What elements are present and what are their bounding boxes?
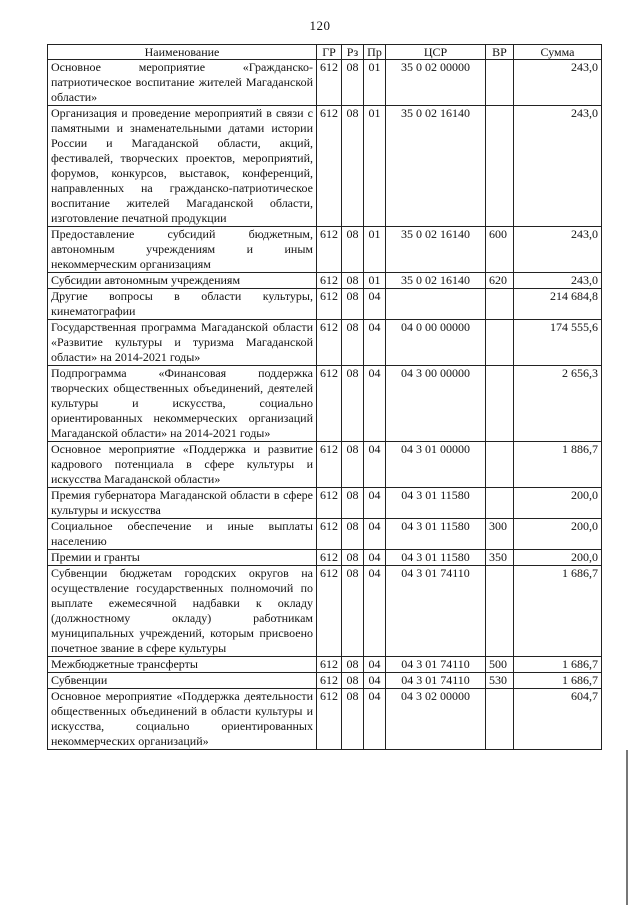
row-vr [486, 488, 514, 519]
row-vr [486, 60, 514, 106]
row-gr: 612 [317, 366, 342, 442]
row-vr [486, 566, 514, 657]
row-csr [386, 289, 486, 320]
scan-edge-divider [626, 750, 628, 905]
row-name: Субвенции [48, 673, 317, 689]
row-sum: 1 686,7 [514, 657, 602, 673]
row-sum: 1 886,7 [514, 442, 602, 488]
row-rz: 08 [342, 566, 364, 657]
row-vr: 620 [486, 273, 514, 289]
table-row [48, 566, 602, 657]
row-vr [486, 289, 514, 320]
row-name: Другие вопросы в области культуры, кинематографии [48, 289, 317, 320]
table-row [48, 519, 602, 550]
row-gr: 612 [317, 320, 342, 366]
row-rz: 08 [342, 689, 364, 750]
row-pr: 04 [364, 442, 386, 488]
row-gr: 612 [317, 488, 342, 519]
row-sum: 200,0 [514, 550, 602, 566]
row-name: Субсидии автономным учреждениям [48, 273, 317, 289]
table-row [48, 488, 602, 519]
row-pr: 01 [364, 227, 386, 273]
table-row [48, 550, 602, 566]
table-row [48, 689, 602, 750]
row-sum: 1 686,7 [514, 566, 602, 657]
row-csr: 04 3 01 74110 [386, 657, 486, 673]
header-rz: Рз [342, 45, 364, 60]
header-sum: Сумма [514, 45, 602, 60]
page-number: 120 [309, 18, 331, 33]
row-rz: 08 [342, 488, 364, 519]
row-pr: 04 [364, 550, 386, 566]
row-csr: 04 3 01 11580 [386, 519, 486, 550]
row-sum: 1 686,7 [514, 673, 602, 689]
row-vr [486, 366, 514, 442]
table-row [48, 657, 602, 673]
row-gr: 612 [317, 519, 342, 550]
header-name: Наименование [48, 45, 317, 60]
row-sum: 243,0 [514, 273, 602, 289]
row-sum: 243,0 [514, 106, 602, 227]
row-gr: 612 [317, 289, 342, 320]
table-row [48, 442, 602, 488]
row-name: Премия губернатора Магаданской области в сфере культуры и искусства [48, 488, 317, 519]
row-vr: 500 [486, 657, 514, 673]
row-sum: 243,0 [514, 227, 602, 273]
table-header-row [48, 45, 602, 60]
row-vr: 600 [486, 227, 514, 273]
row-gr: 612 [317, 550, 342, 566]
row-rz: 08 [342, 289, 364, 320]
row-csr: 04 3 01 11580 [386, 488, 486, 519]
row-sum: 200,0 [514, 488, 602, 519]
row-name: Межбюджетные трансферты [48, 657, 317, 673]
row-name: Государственная программа Магаданской области «Развитие культуры и туризма Магаданской области» на 2014-2021 годы» [48, 320, 317, 366]
row-csr: 04 3 01 11580 [386, 550, 486, 566]
row-name: Предоставление субсидий бюджетным, автономным учреждениям и иным некоммерческим организациям [48, 227, 317, 273]
row-sum: 604,7 [514, 689, 602, 750]
row-vr [486, 689, 514, 750]
row-csr: 04 0 00 00000 [386, 320, 486, 366]
row-name: Социальное обеспечение и иные выплаты населению [48, 519, 317, 550]
row-rz: 08 [342, 273, 364, 289]
header-csr: ЦСР [386, 45, 486, 60]
row-sum: 174 555,6 [514, 320, 602, 366]
row-sum: 200,0 [514, 519, 602, 550]
row-gr: 612 [317, 657, 342, 673]
row-name: Основное мероприятие «Поддержка и развитие кадрового потенциала в сфере культуры и искусства Магаданской области» [48, 442, 317, 488]
row-csr: 04 3 00 00000 [386, 366, 486, 442]
row-gr: 612 [317, 227, 342, 273]
row-gr: 612 [317, 106, 342, 227]
row-sum: 214 684,8 [514, 289, 602, 320]
table-row [48, 227, 602, 273]
row-csr: 35 0 02 16140 [386, 227, 486, 273]
row-name: Подпрограмма «Финансовая поддержка творческих общественных объединений, деятелей культуры и искусства, социально ориентированных некоммерческих организаций Магаданской области» на 2014-2021 годы» [48, 366, 317, 442]
row-gr: 612 [317, 60, 342, 106]
row-rz: 08 [342, 550, 364, 566]
row-vr [486, 442, 514, 488]
row-sum: 2 656,3 [514, 366, 602, 442]
row-gr: 612 [317, 566, 342, 657]
row-pr: 04 [364, 289, 386, 320]
header-vr: ВР [486, 45, 514, 60]
row-pr: 04 [364, 366, 386, 442]
row-rz: 08 [342, 673, 364, 689]
row-rz: 08 [342, 227, 364, 273]
row-pr: 01 [364, 106, 386, 227]
row-pr: 04 [364, 689, 386, 750]
row-pr: 04 [364, 320, 386, 366]
row-name: Основное мероприятие «Поддержка деятельности общественных объединений в области культуры и искусства, социально ориентированных некоммерческих организаций» [48, 689, 317, 750]
row-gr: 612 [317, 442, 342, 488]
row-csr: 04 3 02 00000 [386, 689, 486, 750]
row-gr: 612 [317, 689, 342, 750]
row-rz: 08 [342, 106, 364, 227]
row-name: Субвенции бюджетам городских округов на осуществление государственных полномочий по выплате ежемесячной надбавки к окладу (должностному окладу) работникам муниципальных учреждений, которым присвоено почетное звание в сфере культуры [48, 566, 317, 657]
row-csr: 04 3 01 74110 [386, 566, 486, 657]
row-pr: 04 [364, 673, 386, 689]
row-name: Основное мероприятие «Гражданско-патриотическое воспитание жителей Магаданской области» [48, 60, 317, 106]
row-sum: 243,0 [514, 60, 602, 106]
row-csr: 35 0 02 16140 [386, 273, 486, 289]
table-row [48, 320, 602, 366]
table-row [48, 673, 602, 689]
row-pr: 01 [364, 60, 386, 106]
row-csr: 04 3 01 74110 [386, 673, 486, 689]
row-pr: 04 [364, 488, 386, 519]
row-pr: 04 [364, 657, 386, 673]
header-gr: ГР [317, 45, 342, 60]
header-pr: Пр [364, 45, 386, 60]
table-row [48, 289, 602, 320]
row-csr: 35 0 02 00000 [386, 60, 486, 106]
table-row [48, 60, 602, 106]
row-rz: 08 [342, 442, 364, 488]
table-row [48, 106, 602, 227]
table-row [48, 366, 602, 442]
row-gr: 612 [317, 273, 342, 289]
row-rz: 08 [342, 366, 364, 442]
row-vr: 530 [486, 673, 514, 689]
table-row [48, 273, 602, 289]
row-rz: 08 [342, 320, 364, 366]
row-pr: 04 [364, 566, 386, 657]
row-name: Премии и гранты [48, 550, 317, 566]
row-pr: 04 [364, 519, 386, 550]
row-vr [486, 106, 514, 227]
row-vr: 300 [486, 519, 514, 550]
row-vr [486, 320, 514, 366]
row-gr: 612 [317, 673, 342, 689]
row-csr: 35 0 02 16140 [386, 106, 486, 227]
row-rz: 08 [342, 657, 364, 673]
row-pr: 01 [364, 273, 386, 289]
row-csr: 04 3 01 00000 [386, 442, 486, 488]
row-name: Организация и проведение мероприятий в связи с памятными и знаменательными датами истории России и Магаданской области, акций, фестивалей, творческих проектов, мероприятий, форумов, конкурсов, выставок, конференций, направленных на гражданско-патриотическое воспитание жителей Магаданской области, изготовление печатной продукции [48, 106, 317, 227]
budget-table [47, 44, 602, 750]
row-vr: 350 [486, 550, 514, 566]
row-rz: 08 [342, 60, 364, 106]
row-rz: 08 [342, 519, 364, 550]
